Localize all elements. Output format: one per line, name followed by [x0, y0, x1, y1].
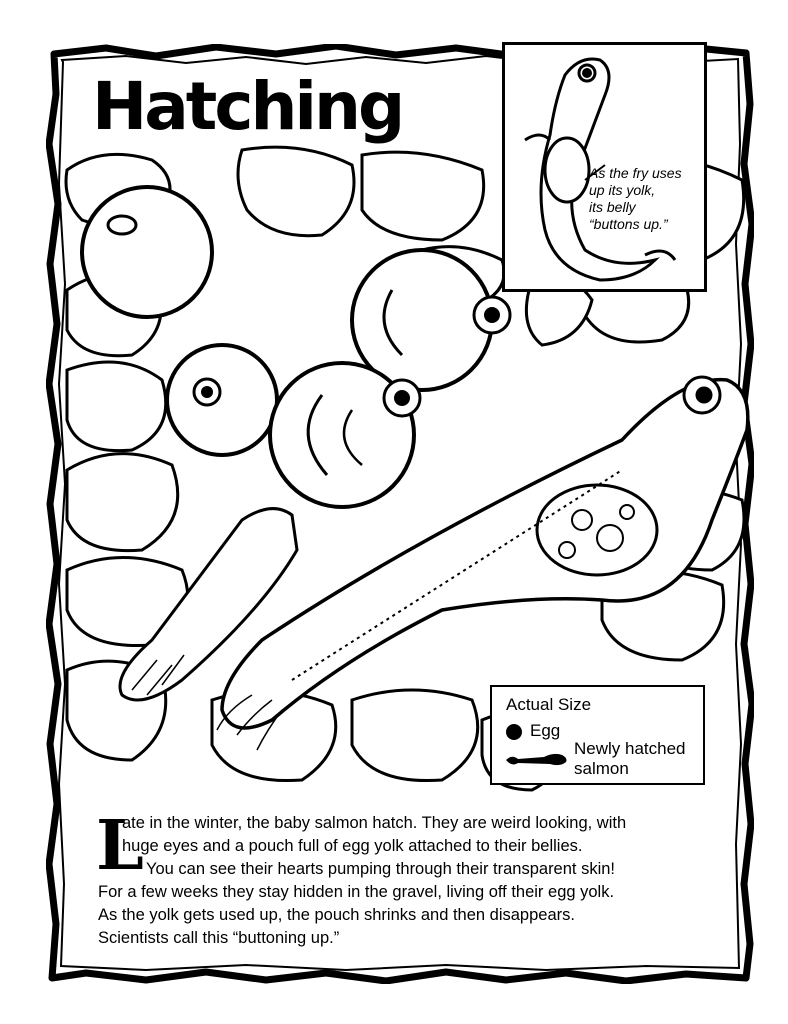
- inset-caption: [589, 165, 707, 233]
- inset-caption-line: its belly: [589, 199, 636, 215]
- newly-hatched-salmon-icon: [504, 750, 570, 770]
- body-line: As the yolk gets used up, the pouch shrinks and then disappears.: [98, 906, 575, 924]
- body-line: You can see their hearts pumping through their transparent skin!: [146, 860, 616, 878]
- inset-caption-line: up its yolk,: [589, 182, 656, 198]
- drop-cap: L: [96, 806, 144, 886]
- body-line: ate in the winter, the baby salmon hatch. They are weird looking, with: [122, 814, 627, 832]
- legend-fish-label-line: Newly hatched: [574, 739, 686, 758]
- body-line: Scientists call this “buttoning up.”: [98, 929, 340, 947]
- inset-caption-line: “buttons up.”: [589, 216, 668, 232]
- legend-title: Actual Size: [506, 695, 592, 714]
- legend-fish-label-line: salmon: [574, 759, 629, 778]
- egg-dot-icon: [506, 724, 522, 740]
- inset-panel: [502, 42, 707, 292]
- body-line: huge eyes and a pouch full of egg yolk attached to their bellies.: [122, 837, 583, 855]
- inset-caption-line: As the fry uses: [589, 165, 682, 181]
- body-paragraph: [96, 806, 718, 950]
- body-line: For a few weeks they stay hidden in the gravel, living off their egg yolk.: [98, 883, 615, 901]
- page-title: Hatching: [92, 68, 403, 145]
- legend-egg-label: Egg: [530, 721, 561, 740]
- actual-size-legend: [490, 685, 705, 785]
- legend-fish-label: [574, 739, 686, 779]
